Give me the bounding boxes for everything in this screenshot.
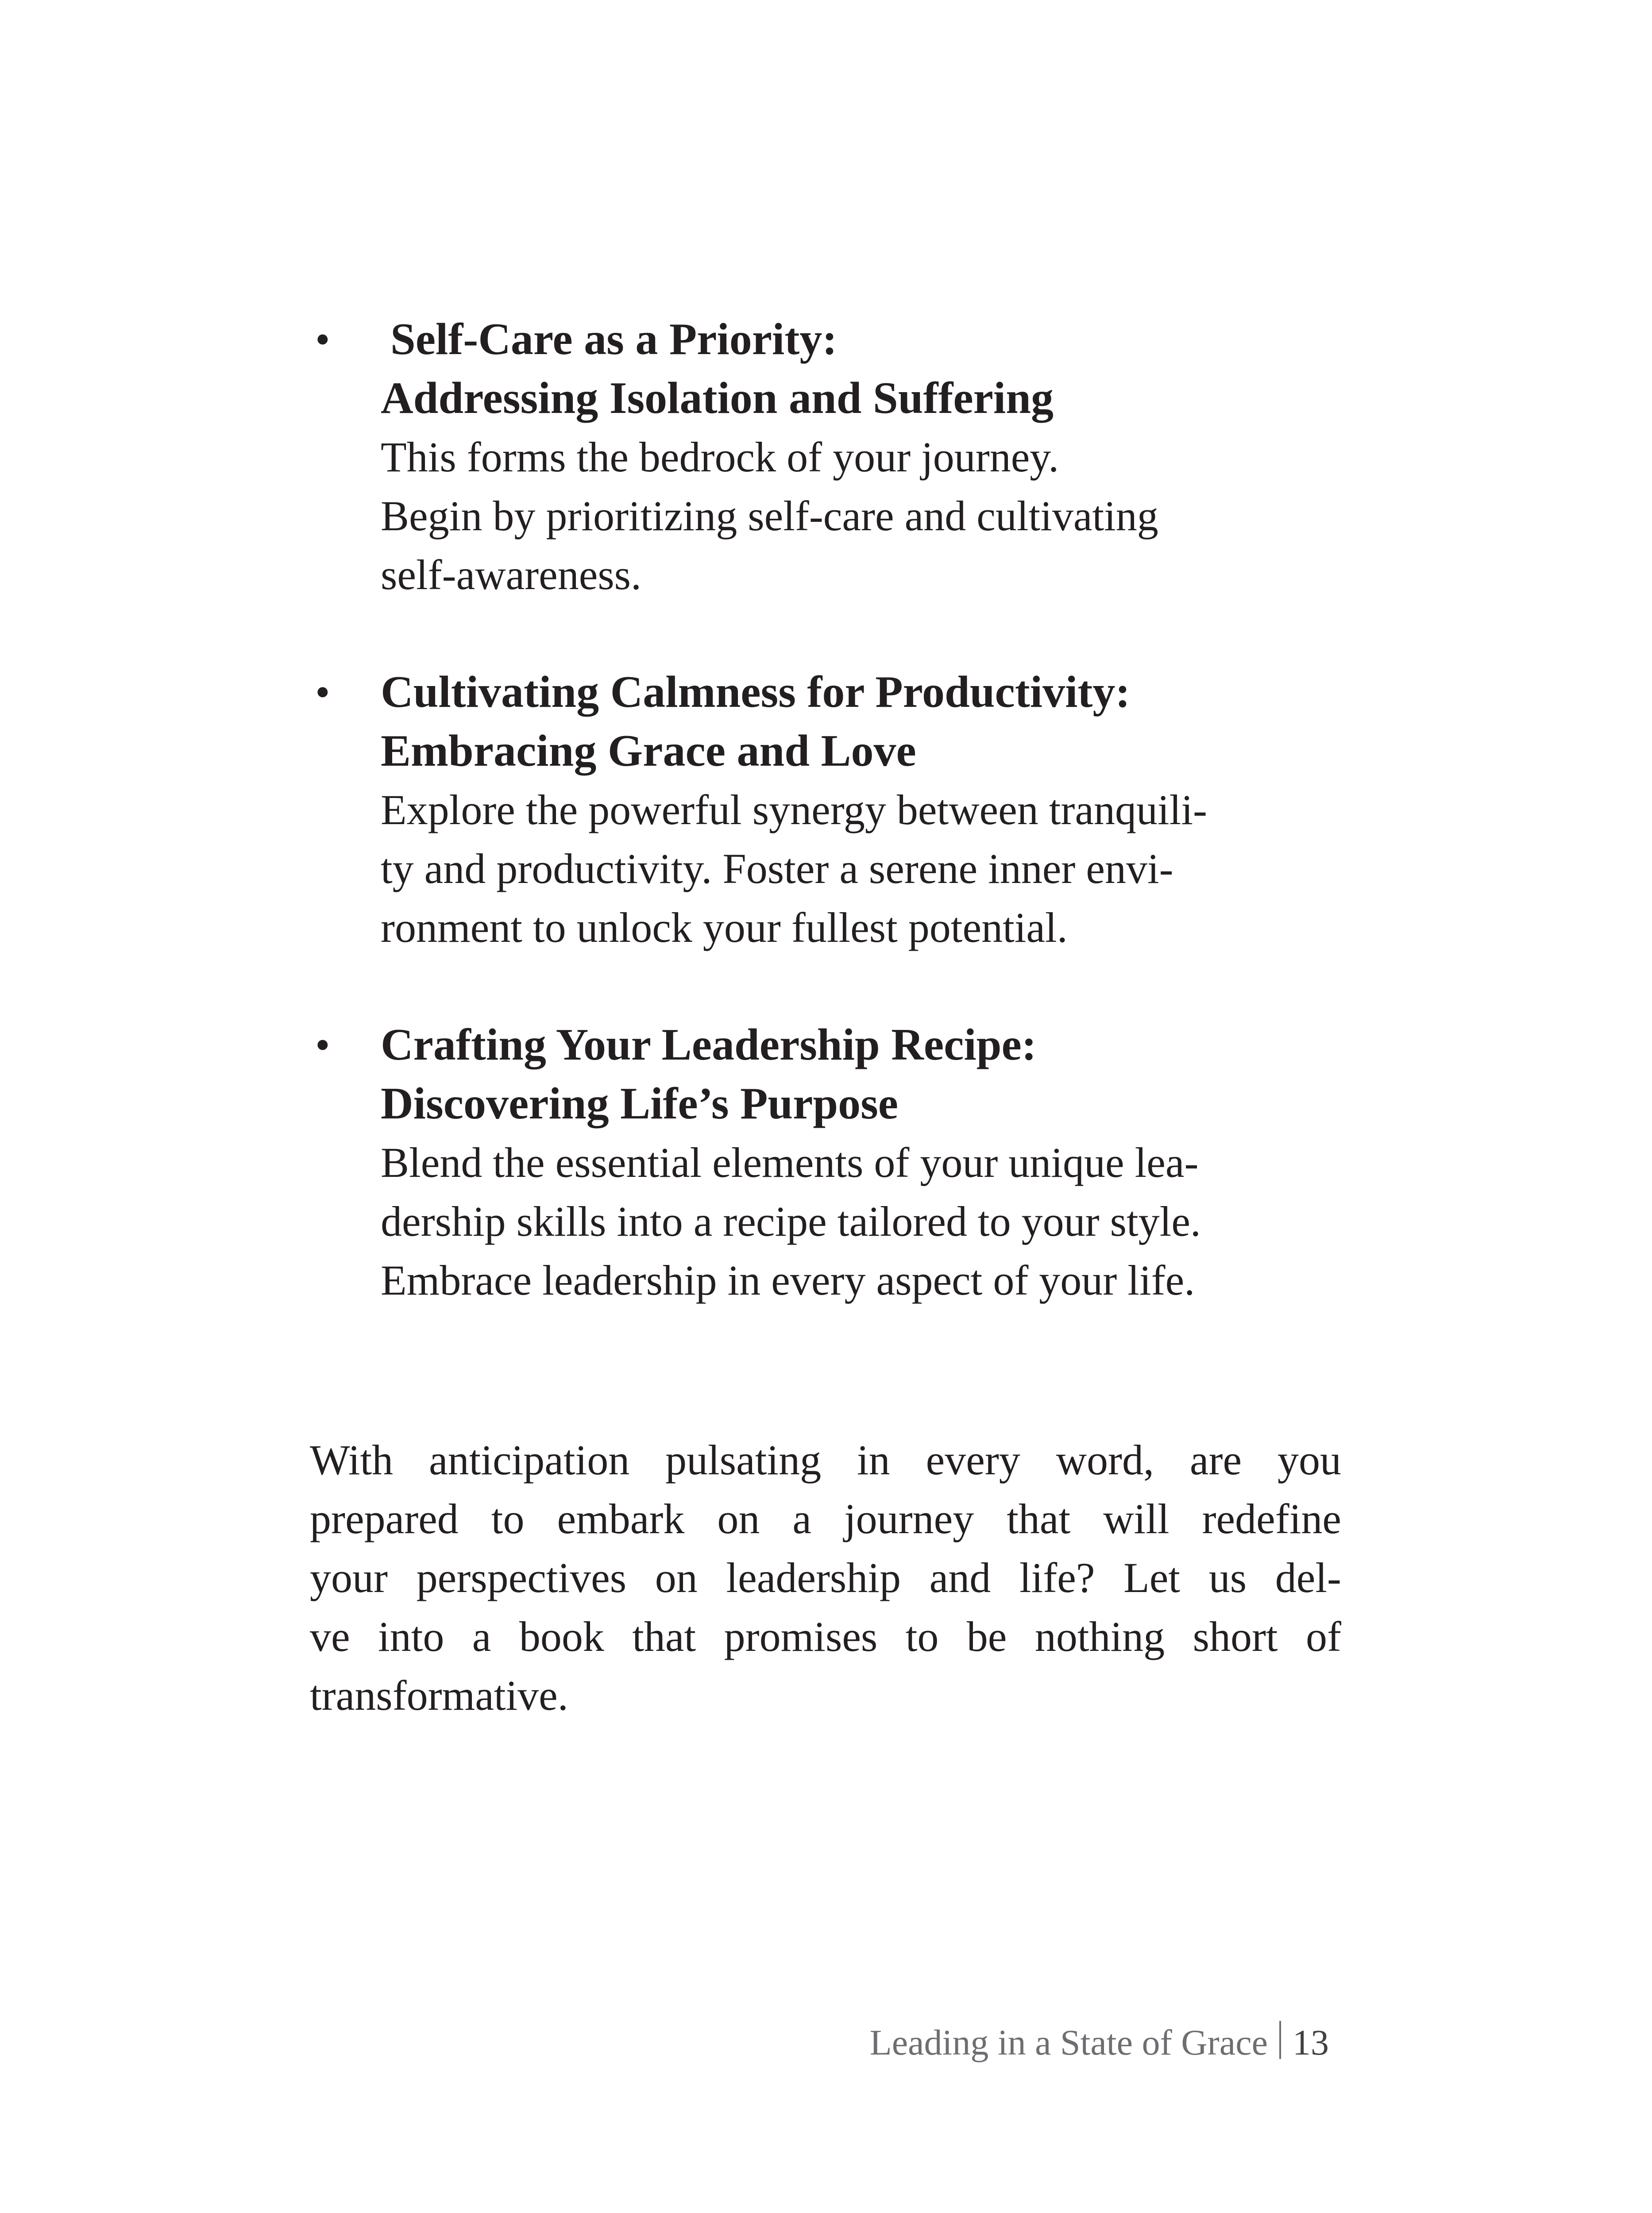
page-number: 13 bbox=[1293, 2022, 1329, 2063]
heading-line: Self-Care as a Priority: bbox=[390, 314, 838, 364]
closing-paragraph bbox=[310, 1430, 1341, 1725]
item-heading bbox=[381, 310, 1363, 428]
body-line: This forms the bedrock of your journey. bbox=[381, 433, 1059, 481]
body-line: Explore the powerful synergy between tranquili- bbox=[381, 786, 1207, 833]
body-line: ty and productivity. Foster a serene inner envi- bbox=[381, 845, 1173, 892]
paragraph-line: your perspectives on leadership and life? Let us del- bbox=[310, 1554, 1341, 1601]
body-line: dership skills into a recipe tailored to your style. bbox=[381, 1198, 1201, 1245]
list-item bbox=[310, 1015, 1363, 1310]
bullet-icon: • bbox=[315, 1021, 330, 1068]
page-footer bbox=[870, 2018, 1329, 2067]
item-heading bbox=[381, 663, 1363, 780]
heading-line: Cultivating Calmness for Productivity: bbox=[381, 667, 1131, 717]
body-line: Begin by prioritizing self-care and cultivating bbox=[381, 492, 1158, 540]
footer-divider bbox=[1279, 2021, 1281, 2059]
body-line: self-awareness. bbox=[381, 551, 642, 598]
running-title: Leading in a State of Grace bbox=[869, 2022, 1268, 2063]
body-line: ronment to unlock your fullest potential. bbox=[381, 904, 1068, 951]
key-points-list bbox=[310, 310, 1363, 1368]
paragraph-line: With anticipation pulsating in every word, are you bbox=[310, 1436, 1341, 1484]
heading-line: Crafting Your Leadership Recipe: bbox=[381, 1020, 1037, 1070]
item-heading bbox=[381, 1015, 1363, 1133]
bullet-icon: • bbox=[315, 316, 330, 363]
heading-line: Embracing Grace and Love bbox=[381, 726, 916, 776]
heading-line: Discovering Life’s Purpose bbox=[381, 1079, 899, 1129]
item-body bbox=[381, 1133, 1363, 1310]
paragraph-line: prepared to embark on a journey that will redefine bbox=[310, 1495, 1341, 1542]
body-line: Blend the essential elements of your unique lea- bbox=[381, 1139, 1199, 1186]
list-item bbox=[310, 663, 1363, 957]
body-line: Embrace leadership in every aspect of your life. bbox=[381, 1257, 1195, 1304]
list-item bbox=[310, 310, 1363, 604]
bullet-icon: • bbox=[315, 668, 330, 716]
item-body bbox=[381, 780, 1363, 957]
paragraph-line: ve into a book that promises to be nothing short of bbox=[310, 1613, 1341, 1660]
heading-line: Addressing Isolation and Suffering bbox=[381, 373, 1054, 423]
paragraph-line: transformative. bbox=[310, 1672, 568, 1719]
item-body bbox=[381, 428, 1363, 604]
